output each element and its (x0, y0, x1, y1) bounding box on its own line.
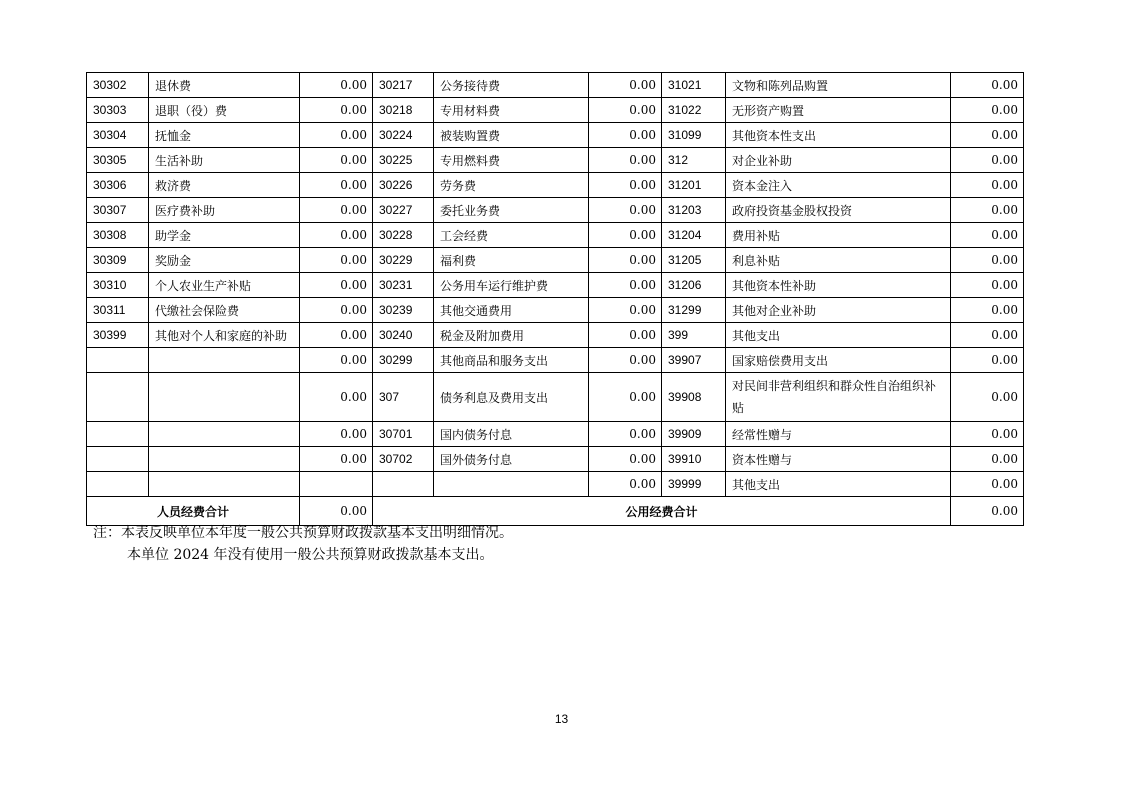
col1-code: 30308 (87, 223, 149, 248)
table-row (87, 298, 1024, 323)
col2-code: 30229 (373, 248, 434, 273)
col2-name: 劳务费 (434, 173, 589, 198)
public-total-label: 公用经费合计 (373, 497, 951, 526)
col2-code (373, 472, 434, 497)
col3-code: 31201 (662, 173, 726, 198)
col2-name: 债务利息及费用支出 (434, 373, 589, 422)
col3-code: 31205 (662, 248, 726, 273)
col2-amount: 0.00 (589, 422, 662, 447)
col1-name: 代缴社会保险费 (149, 298, 300, 323)
col2-amount: 0.00 (589, 148, 662, 173)
col2-name (434, 472, 589, 497)
col1-amount: 0.00 (300, 298, 373, 323)
col3-name: 资本金注入 (726, 173, 951, 198)
col2-amount: 0.00 (589, 198, 662, 223)
table-row (87, 123, 1024, 148)
col1-amount: 0.00 (300, 348, 373, 373)
basic-expenditure-table (86, 72, 1024, 526)
col3-amount: 0.00 (951, 223, 1024, 248)
col3-amount: 0.00 (951, 323, 1024, 348)
table-row (87, 248, 1024, 273)
col2-name: 公务用车运行维护费 (434, 273, 589, 298)
col1-code: 30306 (87, 173, 149, 198)
col3-name: 费用补贴 (726, 223, 951, 248)
col2-code: 30228 (373, 223, 434, 248)
col2-code: 30217 (373, 73, 434, 98)
col1-code: 30311 (87, 298, 149, 323)
col3-name: 国家赔偿费用支出 (726, 348, 951, 373)
col2-code: 30226 (373, 173, 434, 198)
col3-amount: 0.00 (951, 472, 1024, 497)
col1-amount: 0.00 (300, 223, 373, 248)
col3-code: 31203 (662, 198, 726, 223)
col1-name (149, 472, 300, 497)
col1-code: 30399 (87, 323, 149, 348)
col3-amount: 0.00 (951, 148, 1024, 173)
col3-amount: 0.00 (951, 73, 1024, 98)
col1-amount: 0.00 (300, 273, 373, 298)
col1-name: 助学金 (149, 223, 300, 248)
col1-name: 医疗费补助 (149, 198, 300, 223)
col3-code: 312 (662, 148, 726, 173)
col3-amount: 0.00 (951, 173, 1024, 198)
col1-code (87, 472, 149, 497)
table-row (87, 447, 1024, 472)
col3-amount: 0.00 (951, 198, 1024, 223)
col2-amount: 0.00 (589, 123, 662, 148)
col3-code: 39908 (662, 373, 726, 422)
col1-name (149, 447, 300, 472)
col1-name: 个人农业生产补贴 (149, 273, 300, 298)
col1-amount: 0.00 (300, 73, 373, 98)
col2-code: 30231 (373, 273, 434, 298)
col1-name: 奖励金 (149, 248, 300, 273)
col3-amount: 0.00 (951, 298, 1024, 323)
col3-code: 31021 (662, 73, 726, 98)
col3-amount: 0.00 (951, 98, 1024, 123)
col2-code: 30701 (373, 422, 434, 447)
col1-name: 退休费 (149, 73, 300, 98)
col1-name (149, 373, 300, 422)
col3-amount: 0.00 (951, 447, 1024, 472)
col2-code: 307 (373, 373, 434, 422)
col3-name: 其他支出 (726, 323, 951, 348)
col3-name: 资本性赠与 (726, 447, 951, 472)
col3-code: 39909 (662, 422, 726, 447)
col1-amount: 0.00 (300, 173, 373, 198)
col2-amount: 0.00 (589, 173, 662, 198)
col2-name: 国外债务付息 (434, 447, 589, 472)
col2-amount: 0.00 (589, 298, 662, 323)
col2-amount: 0.00 (589, 348, 662, 373)
col2-amount: 0.00 (589, 223, 662, 248)
col1-amount: 0.00 (300, 422, 373, 447)
col1-amount: 0.00 (300, 198, 373, 223)
table-row (87, 73, 1024, 98)
col3-code: 31022 (662, 98, 726, 123)
col1-name: 救济费 (149, 173, 300, 198)
table-body (87, 73, 1024, 497)
table-row (87, 422, 1024, 447)
col1-amount: 0.00 (300, 373, 373, 422)
col3-code: 31099 (662, 123, 726, 148)
col3-name: 文物和陈列品购置 (726, 73, 951, 98)
col2-name: 工会经费 (434, 223, 589, 248)
col1-code: 30310 (87, 273, 149, 298)
note-line-1: 注：本表反映单位本年度一般公共预算财政拨款基本支出明细情况。 (93, 525, 513, 541)
col3-amount: 0.00 (951, 273, 1024, 298)
col3-amount: 0.00 (951, 248, 1024, 273)
col2-name: 税金及附加费用 (434, 323, 589, 348)
col1-code: 30305 (87, 148, 149, 173)
personnel-total-label: 人员经费合计 (87, 497, 300, 526)
col1-code (87, 447, 149, 472)
table-row (87, 348, 1024, 373)
col1-name (149, 422, 300, 447)
col3-code: 31206 (662, 273, 726, 298)
col1-amount: 0.00 (300, 98, 373, 123)
col1-amount: 0.00 (300, 323, 373, 348)
col2-amount: 0.00 (589, 73, 662, 98)
public-total-amount: 0.00 (951, 497, 1024, 526)
col3-name: 其他资本性补助 (726, 273, 951, 298)
col1-amount: 0.00 (300, 123, 373, 148)
col1-name: 其他对个人和家庭的补助 (149, 323, 300, 348)
col2-code: 30225 (373, 148, 434, 173)
table-row (87, 198, 1024, 223)
col3-amount: 0.00 (951, 373, 1024, 422)
page-number: 13 (554, 712, 569, 726)
col2-amount: 0.00 (589, 248, 662, 273)
col2-code: 30240 (373, 323, 434, 348)
table-row (87, 98, 1024, 123)
col2-code: 30239 (373, 298, 434, 323)
col1-amount: 0.00 (300, 148, 373, 173)
col2-name: 公务接待费 (434, 73, 589, 98)
col3-code: 39910 (662, 447, 726, 472)
col2-name: 专用材料费 (434, 98, 589, 123)
col2-name: 专用燃料费 (434, 148, 589, 173)
col3-name: 无形资产购置 (726, 98, 951, 123)
col2-amount: 0.00 (589, 472, 662, 497)
col1-code: 30307 (87, 198, 149, 223)
col2-code: 30227 (373, 198, 434, 223)
col3-name: 其他对企业补助 (726, 298, 951, 323)
col1-amount: 0.00 (300, 248, 373, 273)
col2-amount: 0.00 (589, 373, 662, 422)
table-row (87, 373, 1024, 422)
col2-amount: 0.00 (589, 447, 662, 472)
col3-code: 31204 (662, 223, 726, 248)
table-row (87, 273, 1024, 298)
col3-code: 39999 (662, 472, 726, 497)
col1-code (87, 422, 149, 447)
col2-code: 30224 (373, 123, 434, 148)
col1-code: 30304 (87, 123, 149, 148)
col1-code: 30302 (87, 73, 149, 98)
col2-name: 国内债务付息 (434, 422, 589, 447)
col2-amount: 0.00 (589, 98, 662, 123)
col1-code: 30309 (87, 248, 149, 273)
col1-name: 抚恤金 (149, 123, 300, 148)
col1-code (87, 373, 149, 422)
col1-code (87, 348, 149, 373)
personnel-total-amount: 0.00 (300, 497, 373, 526)
col2-amount: 0.00 (589, 323, 662, 348)
col1-code: 30303 (87, 98, 149, 123)
col2-name: 被装购置费 (434, 123, 589, 148)
col2-code: 30218 (373, 98, 434, 123)
table-row (87, 173, 1024, 198)
col2-name: 其他商品和服务支出 (434, 348, 589, 373)
col3-name: 经常性赠与 (726, 422, 951, 447)
table-row (87, 472, 1024, 497)
col2-name: 委托业务费 (434, 198, 589, 223)
table-row (87, 148, 1024, 173)
col1-amount (300, 472, 373, 497)
col2-code: 30702 (373, 447, 434, 472)
col2-name: 其他交通费用 (434, 298, 589, 323)
col2-amount: 0.00 (589, 273, 662, 298)
table-row (87, 323, 1024, 348)
col3-amount: 0.00 (951, 422, 1024, 447)
col3-name: 其他资本性支出 (726, 123, 951, 148)
col3-code: 31299 (662, 298, 726, 323)
col1-amount: 0.00 (300, 447, 373, 472)
table-notes (93, 522, 513, 566)
table-row (87, 223, 1024, 248)
col3-code: 399 (662, 323, 726, 348)
col2-name: 福利费 (434, 248, 589, 273)
note-line-2: 本单位 2024 年没有使用一般公共预算财政拨款基本支出。 (127, 547, 494, 563)
col3-name: 其他支出 (726, 472, 951, 497)
col3-name: 利息补贴 (726, 248, 951, 273)
col3-amount: 0.00 (951, 123, 1024, 148)
col1-name: 退职（役）费 (149, 98, 300, 123)
col3-name: 对民间非营利组织和群众性自治组织补贴 (726, 373, 951, 422)
col1-name: 生活补助 (149, 148, 300, 173)
col1-name (149, 348, 300, 373)
col3-amount: 0.00 (951, 348, 1024, 373)
col2-code: 30299 (373, 348, 434, 373)
col3-name: 对企业补助 (726, 148, 951, 173)
col3-name: 政府投资基金股权投资 (726, 198, 951, 223)
col3-code: 39907 (662, 348, 726, 373)
